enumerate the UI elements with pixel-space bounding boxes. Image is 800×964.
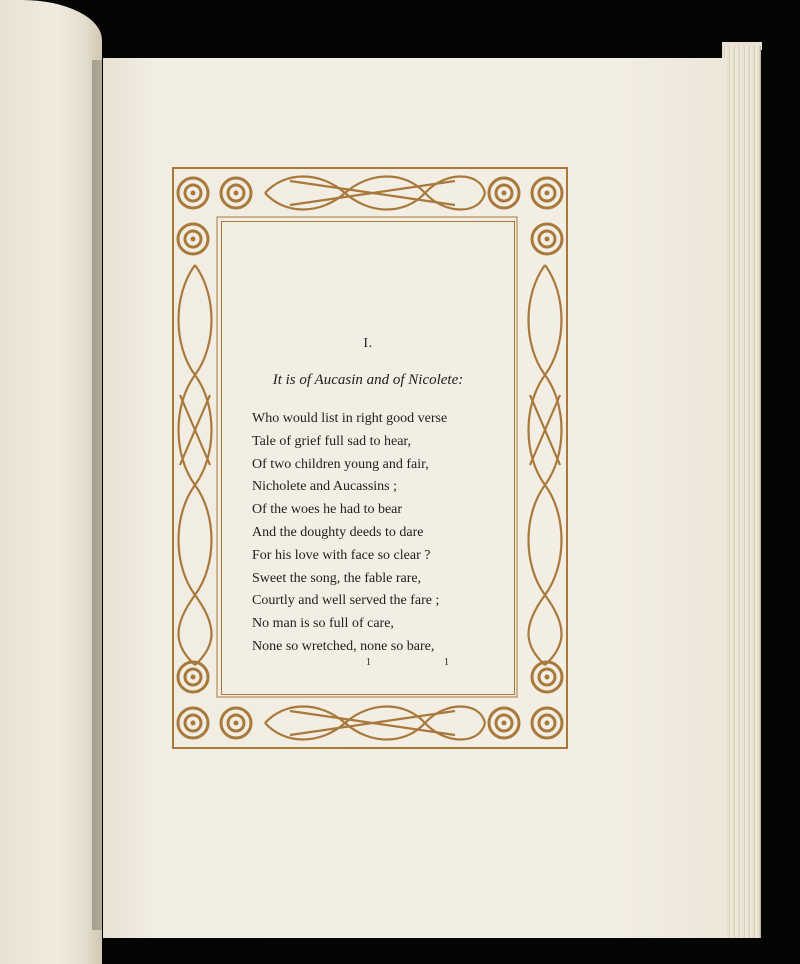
verse-line: None so wretched, none so bare, — [252, 638, 435, 654]
border-bottom-interlace — [265, 707, 485, 740]
chapter-number: I. — [363, 336, 373, 351]
border-left-interlace — [179, 265, 212, 665]
verse-line: Tale of grief full sad to hear, — [252, 433, 412, 449]
verse-line: Who would list in right good verse — [252, 411, 448, 426]
signature-mark: 1 — [444, 657, 449, 668]
border-top-interlace — [265, 177, 485, 210]
page-stack-edges — [722, 46, 761, 938]
signature-mark: 1 — [366, 657, 371, 668]
verse-line: And the doughty deeds to dare — [252, 524, 424, 540]
left-page — [0, 0, 102, 964]
verse-line: Of the woes he had to bear — [252, 502, 403, 518]
verse-line: Of two children young and fair, — [252, 456, 429, 472]
border-right-interlace — [529, 265, 562, 665]
verse-line: Nicholete and Aucassins ; — [252, 479, 398, 495]
verse-line: Courtly and well served the fare ; — [252, 593, 440, 609]
verse-line: Sweet the song, the fable rare, — [252, 570, 422, 586]
verse-stanza — [252, 408, 447, 659]
text-panel — [221, 221, 515, 695]
chapter-heading: It is of Aucasin and of Nicolete: — [272, 372, 464, 388]
verse-line: For his love with face so clear ? — [252, 547, 431, 563]
verse-line: No man is so full of care, — [252, 616, 394, 632]
